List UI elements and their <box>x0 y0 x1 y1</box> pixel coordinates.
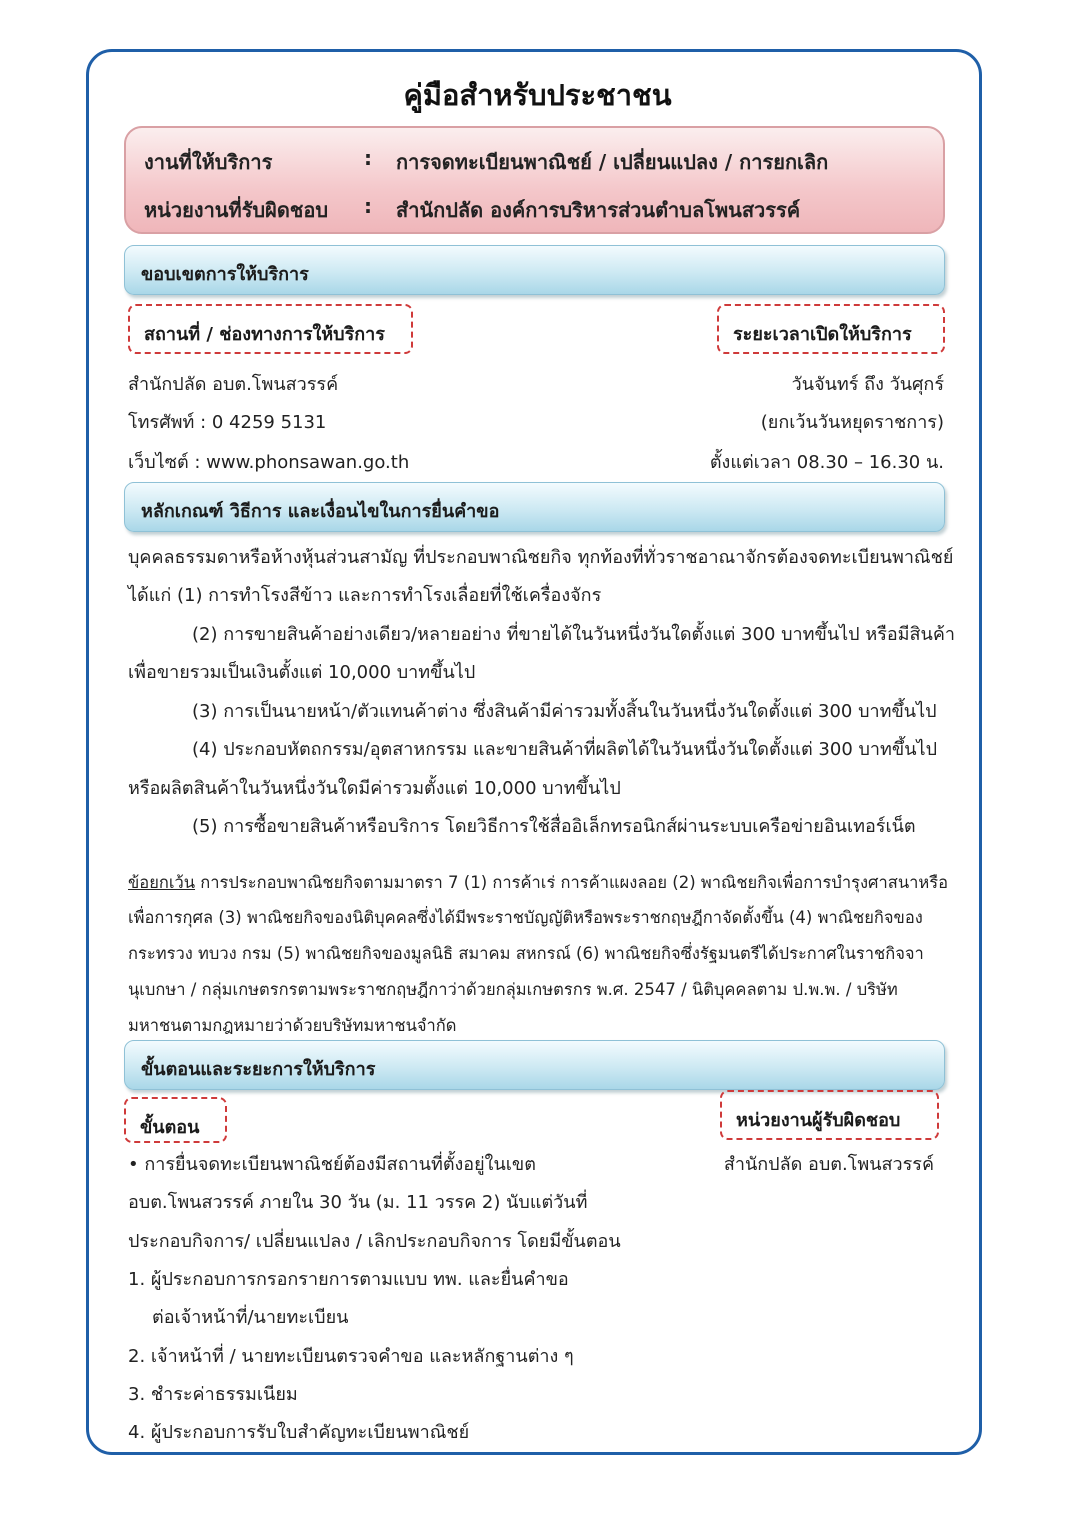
exception-line: นุเบกษา / กลุ่มเกษตรกรตามพระราชกฤษฎีกาว่าด้วยกลุ่มเกษตรกร พ.ศ. 2547 / นิติบุคคลตาม ป.พ.พ. / บริษัท <box>128 980 898 999</box>
hours-exception: (ยกเว้นวันหยุดราชการ) <box>760 412 944 433</box>
place-heading-box <box>128 304 413 354</box>
website-link[interactable]: เว็บไซต์ : www.phonsawan.go.th <box>128 452 410 473</box>
responsible-agency-heading: หน่วยงานผู้รับผิดชอบ <box>736 1110 901 1131</box>
exception-label: ข้อยกเว้น <box>128 873 196 892</box>
step-line: ประกอบกิจการ/ เปลี่ยนแปลง / เลิกประกอบกิจการ โดยมีขั้นตอน <box>128 1231 621 1252</box>
criteria-line: เพื่อขายรวมเป็นเงินตั้งแต่ 10,000 บาทขึ้นไป <box>128 662 476 683</box>
step-item: 1. ผู้ประกอบการกรอกรายการตามแบบ ทพ. และยื่นคำขอ <box>128 1269 569 1290</box>
responsible-agency-heading-box <box>720 1090 939 1140</box>
place-heading: สถานที่ / ช่องทางการให้บริการ <box>144 324 385 345</box>
agency-colon: : <box>364 194 372 218</box>
service-header-box <box>124 126 945 234</box>
place-line: สำนักปลัด อบต.โพนสวรรค์ <box>128 374 339 395</box>
steps-heading: ขั้นตอนและระยะการให้บริการ <box>141 1059 376 1080</box>
step-line: • การยื่นจดทะเบียนพาณิชย์ต้องมีสถานที่ตั้งอยู่ในเขต <box>128 1154 536 1175</box>
exception-text: การประกอบพาณิชยกิจตามมาตรา 7 (1) การค้าเร่ การค้าแผงลอย (2) พาณิชยกิจเพื่อการบำรุงศาสนาหรือ <box>195 873 949 892</box>
exception-line: กระทรวง ทบวง กรม (5) พาณิชยกิจของมูลนิธิ สมาคม สหกรณ์ (6) พาณิชยกิจซึ่งรัฐมนตรีได้ประกาศในราชกิจจา <box>128 944 924 963</box>
criteria-line: ได้แก่ (1) การทำโรงสีข้าว และการทำโรงเลื่อยที่ใช้เครื่องจักร <box>128 585 602 606</box>
hours-heading: ระยะเวลาเปิดให้บริการ <box>733 324 912 345</box>
agency-label: หน่วยงานที่รับผิดชอบ <box>144 198 329 222</box>
responsible-agency-value: สำนักปลัด อบต.โพนสวรรค์ <box>723 1154 934 1175</box>
phone-line: โทรศัพท์ : 0 4259 5131 <box>128 412 327 433</box>
step-item: 3. ชำระค่าธรรมเนียม <box>128 1384 298 1405</box>
exception-line: เพื่อการกุศล (3) พาณิชยกิจของนิติบุคคลซึ่งได้มีพระราชบัญญัติหรือพระราชกฤษฎีกาจัดตั้งขึ้น (4) พาณิชยกิจของ <box>128 908 923 927</box>
criteria-section-header <box>124 482 945 532</box>
step-item: 2. เจ้าหน้าที่ / นายทะเบียนตรวจคำขอ และหลักฐานต่าง ๆ <box>128 1346 574 1367</box>
criteria-line: บุคคลธรรมดาหรือห้างหุ้นส่วนสามัญ ที่ประกอบพาณิชยกิจ ทุกท้องที่ทั่วราชอาณาจักรต้องจดทะเบียนพาณิชย์ <box>128 547 954 568</box>
hours-heading-box <box>717 304 945 354</box>
criteria-line: (2) การขายสินค้าอย่างเดียว/หลายอย่าง ที่ขายได้ในวันหนึ่งวันใดตั้งแต่ 300 บาทขึ้นไป หรือมีสินค้า <box>192 624 955 645</box>
page-title: คู่มือสำหรับประชาชน <box>403 78 672 112</box>
criteria-line: (5) การซื้อขายสินค้าหรือบริการ โดยวิธีการใช้สื่ออิเล็กทรอนิกส์ผ่านระบบเครือข่ายอินเทอร์เน็ต <box>192 816 916 837</box>
scope-section-header <box>124 245 945 295</box>
criteria-line: หรือผลิตสินค้าในวันหนึ่งวันใดมีค่ารวมตั้งแต่ 10,000 บาทขึ้นไป <box>128 778 621 799</box>
service-colon: : <box>364 146 372 170</box>
criteria-line: (3) การเป็นนายหน้า/ตัวแทนค้าต่าง ซึ่งสินค้ามีค่ารวมทั้งสิ้นในวันหนึ่งวันใดตั้งแต่ 300 บาทขึ้นไป <box>192 701 937 722</box>
agency-value: สำนักปลัด องค์การบริหารส่วนตำบลโพนสวรรค์ <box>396 198 801 222</box>
step-item-continuation: ต่อเจ้าหน้าที่/นายทะเบียน <box>152 1307 349 1328</box>
hours-days: วันจันทร์ ถึง วันศุกร์ <box>791 374 944 395</box>
hours-time: ตั้งแต่เวลา 08.30 – 16.30 น. <box>709 452 944 473</box>
exception-line: มหาชนตามกฎหมายว่าด้วยบริษัทมหาชนจำกัด <box>128 1016 457 1035</box>
service-label: งานที่ให้บริการ <box>144 150 273 174</box>
service-value: การจดทะเบียนพาณิชย์ / เปลี่ยนแปลง / การยกเลิก <box>396 150 829 174</box>
criteria-heading: หลักเกณฑ์ วิธีการ และเงื่อนไขในการยื่นคำขอ <box>141 501 500 522</box>
step-item: 4. ผู้ประกอบการรับใบสำคัญทะเบียนพาณิชย์ <box>128 1422 470 1443</box>
steps-section-header <box>124 1040 945 1090</box>
scope-heading: ขอบเขตการให้บริการ <box>141 264 309 285</box>
step-heading: ขั้นตอน <box>140 1117 200 1138</box>
step-line: อบต.โพนสวรรค์ ภายใน 30 วัน (ม. 11 วรรค 2) นับแต่วันที่ <box>128 1192 588 1213</box>
step-heading-box <box>124 1097 227 1143</box>
exception-line <box>128 870 948 896</box>
criteria-line: (4) ประกอบหัตถกรรม/อุตสาหกรรม และขายสินค้าที่ผลิตได้ในวันหนึ่งวันใดตั้งแต่ 300 บาทขึ้นไป <box>192 739 937 760</box>
